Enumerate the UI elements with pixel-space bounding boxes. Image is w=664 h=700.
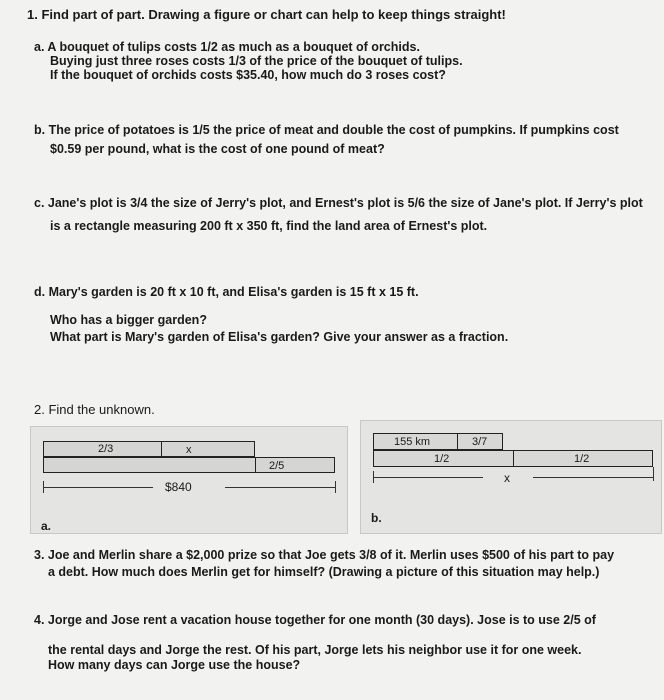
diagram-b-top-label-2: 3/7: [472, 436, 488, 448]
problem-1-heading: 1. Find part of part. Drawing a figure or chart can help to keep things straight!: [27, 7, 506, 22]
diagram-b-right-tick: [653, 467, 654, 481]
problem-1c-line-2: is a rectangle measuring 200 ft x 350 ft, find the land area of Ernest's plot.: [50, 219, 488, 233]
diagram-a-letter: a.: [41, 519, 52, 533]
diagram-b-top-bar: [373, 433, 503, 450]
diagram-a-right-line: [225, 487, 335, 488]
diagram-b-letter: b.: [371, 511, 382, 525]
diagram-b-unknown: x: [504, 471, 510, 485]
problem-1a-line-1: a. A bouquet of tulips costs 1/2 as much as a bouquet of orchids.: [34, 40, 420, 54]
problem-1a-line-2: Buying just three roses costs 1/3 of the price of the bouquet of tulips.: [50, 54, 463, 68]
problem-1d-line-2: Who has a bigger garden?: [50, 313, 207, 327]
diagram-a-total: $840: [165, 480, 192, 494]
problem-1d-line-3: What part is Mary's garden of Elisa's garden? Give your answer as a fraction.: [50, 330, 509, 344]
problem-1a-line-3: If the bouquet of orchids costs $35.40, how much do 3 roses cost?: [50, 68, 446, 82]
diagram-b-bottom-bar: [373, 450, 653, 467]
diagram-b-bottom-label-2: 1/2: [574, 453, 590, 465]
diagram-b-top-label-1: 155 km: [394, 436, 431, 448]
problem-3-line-1: 3. Joe and Merlin share a $2,000 prize so that Joe gets 3/8 of it. Merlin uses $500 of his part to pay: [34, 548, 615, 562]
diagram-a-panel: [30, 426, 348, 534]
diagram-a-top-label-2: x: [186, 444, 192, 456]
diagram-a-top-bar: [43, 441, 255, 457]
problem-1b-line-2: $0.59 per pound, what is the cost of one pound of meat?: [50, 142, 385, 156]
problem-4-line-3: How many days can Jorge use the house?: [48, 658, 301, 672]
problem-1c-line-1: c. Jane's plot is 3/4 the size of Jerry's plot, and Ernest's plot is 5/6 the size of Jane's plot. If Jerry's plot: [34, 196, 643, 210]
diagram-b-panel: [360, 420, 662, 534]
problem-2-heading: 2. Find the unknown.: [34, 402, 155, 417]
diagram-a-bottom-label: 2/5: [269, 460, 285, 472]
diagram-a-top-label-1: 2/3: [98, 443, 114, 455]
diagram-a-bottom-bar: [43, 457, 335, 473]
diagram-a-left-line: [43, 487, 153, 488]
problem-4-line-2: the rental days and Jorge the rest. Of his part, Jorge lets his neighbor use it for one week.: [48, 643, 582, 657]
diagram-a-bottom-cell-1: [44, 458, 256, 472]
diagram-b-bottom-label-1: 1/2: [434, 453, 450, 465]
diagram-b-right-line: [533, 477, 653, 478]
problem-1b-line-1: b. The price of potatoes is 1/5 the price of meat and double the cost of pumpkins. If pumpkins cost: [34, 123, 619, 137]
problem-1d-line-1: d. Mary's garden is 20 ft x 10 ft, and Elisa's garden is 15 ft x 15 ft.: [34, 285, 419, 299]
problem-3-line-2: a debt. How much does Merlin get for himself? (Drawing a picture of this situation may help.): [48, 565, 600, 579]
diagram-a-right-tick: [335, 481, 336, 493]
diagram-b-left-line: [373, 477, 483, 478]
problem-4-line-1: 4. Jorge and Jose rent a vacation house together for one month (30 days). Jose is to use 2/5 of: [34, 613, 596, 627]
